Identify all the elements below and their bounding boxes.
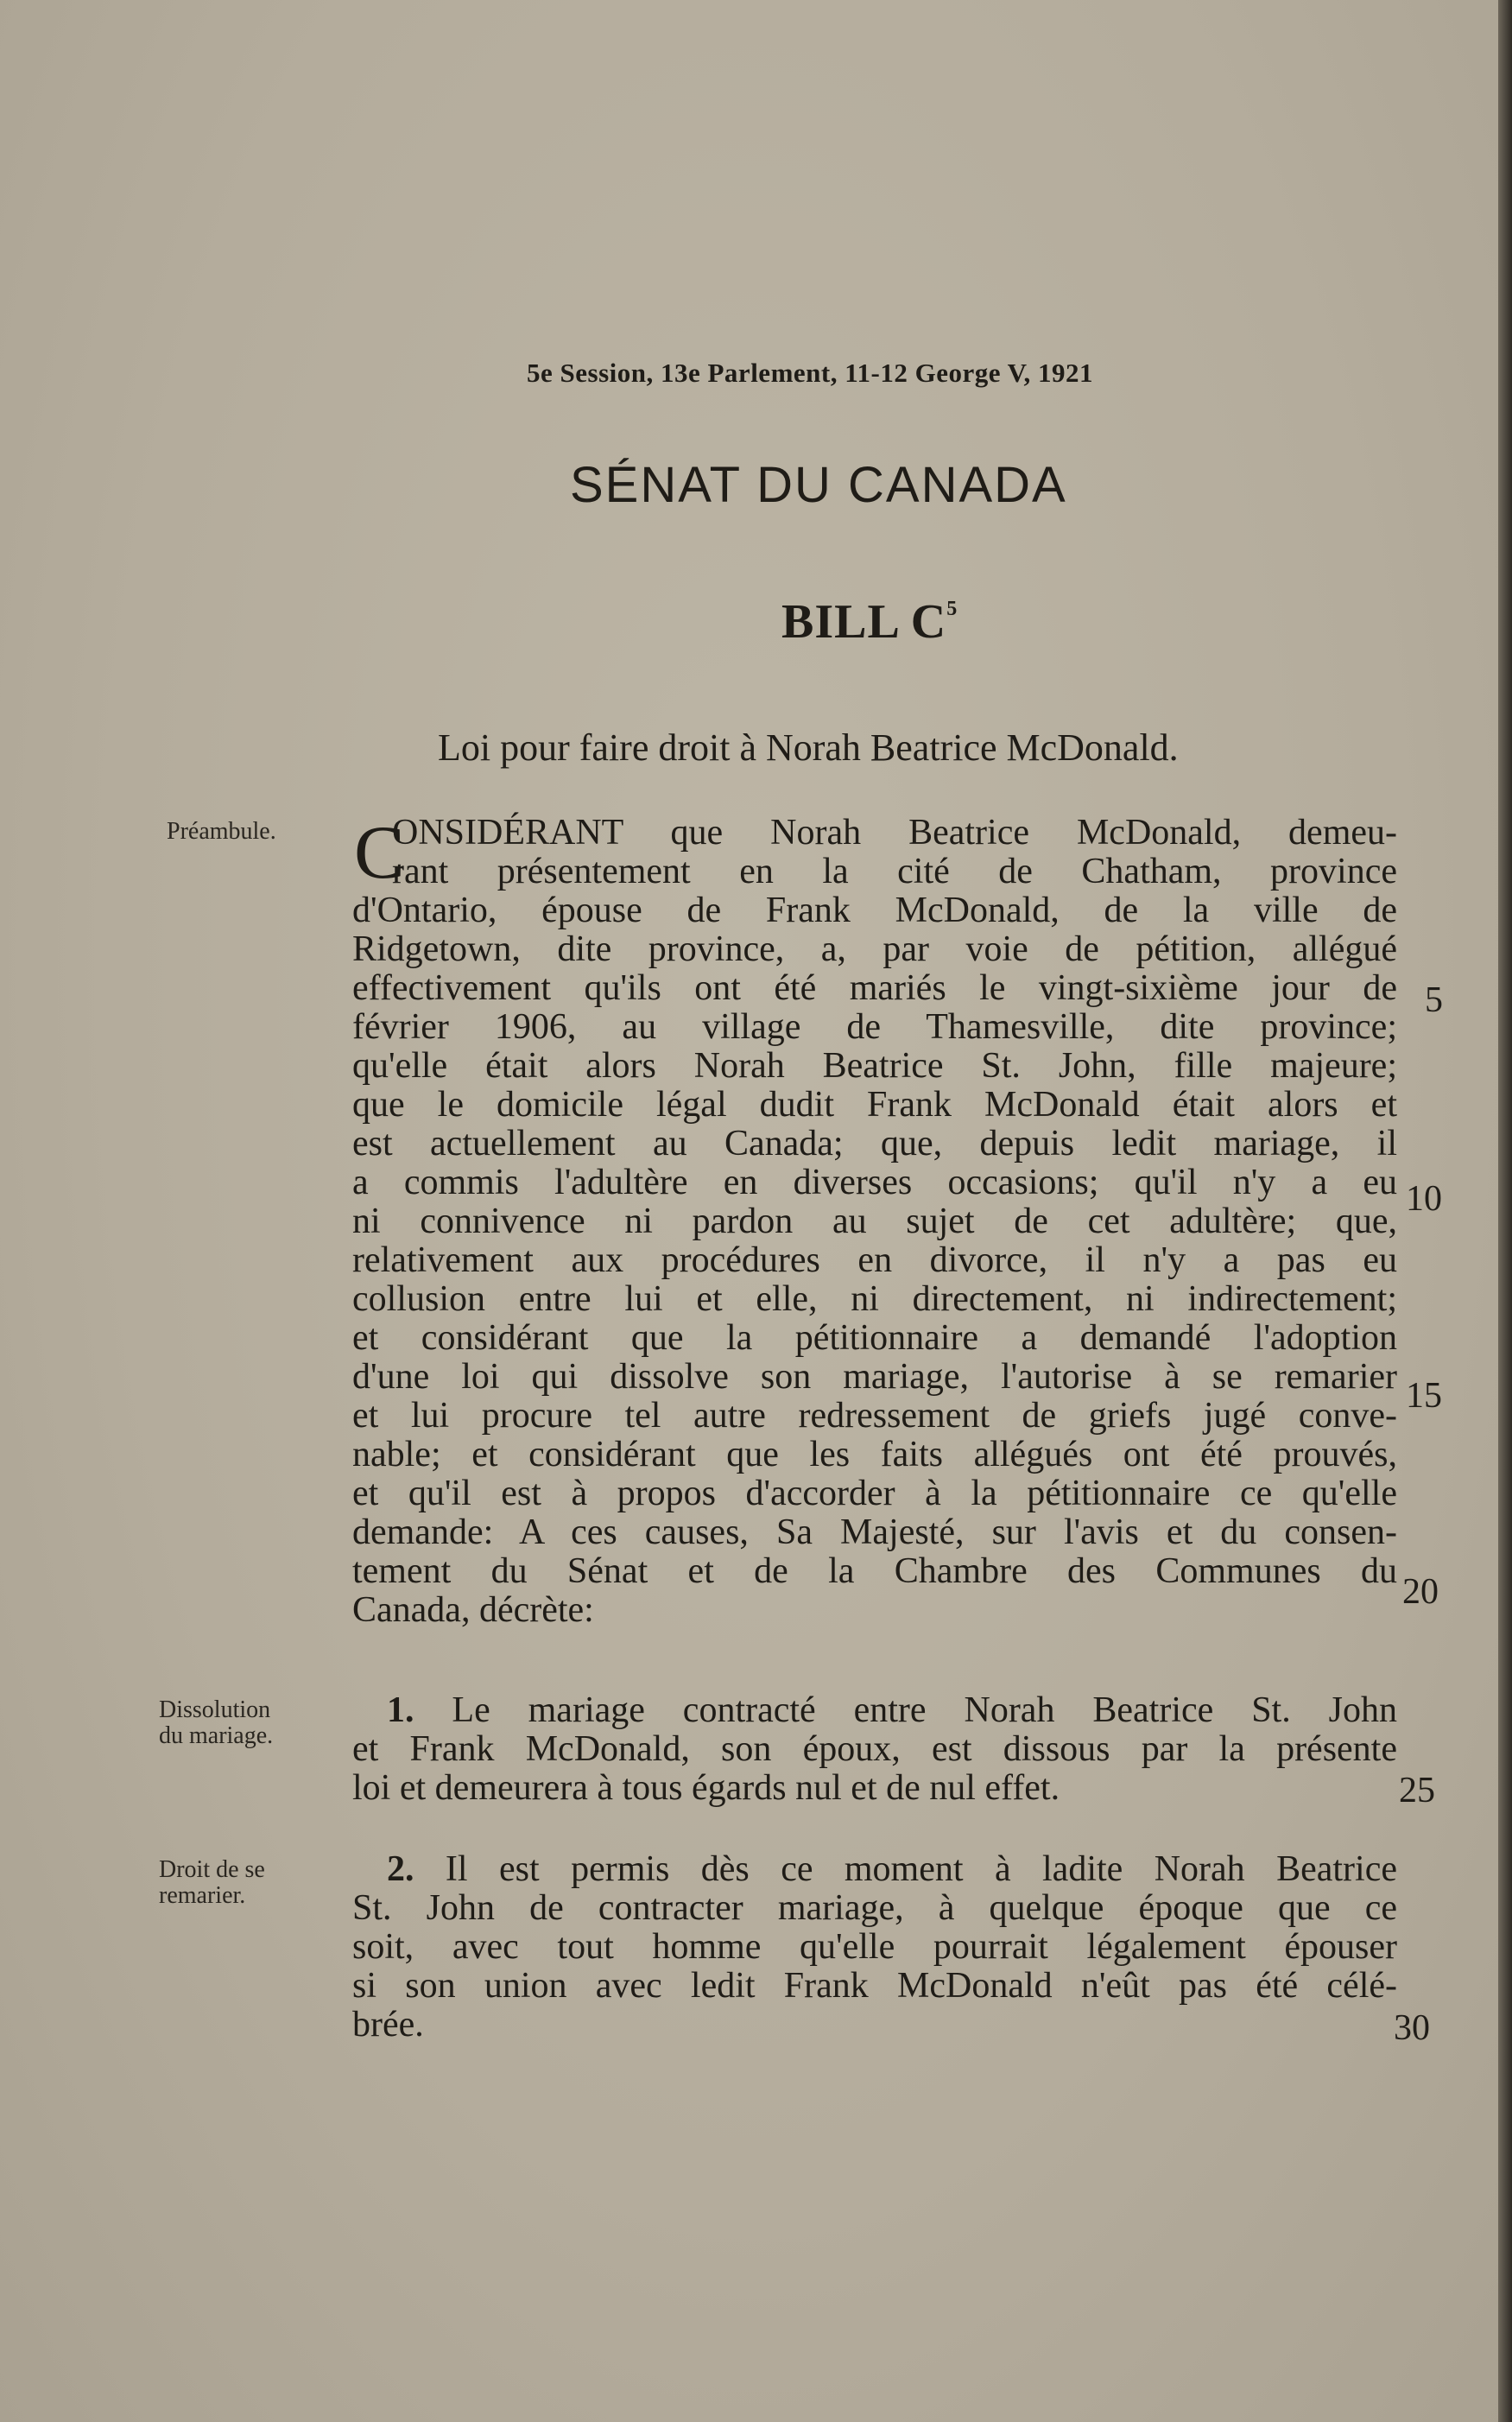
- preamble-line: et considérant que la pétitionnaire a demandé l'adoption: [352, 1318, 1397, 1358]
- section-1: [352, 1691, 1397, 1808]
- line-number: 30: [1394, 2008, 1430, 2048]
- preamble-line: ONSIDÉRANT que Norah Beatrice McDonald, demeu-: [392, 813, 1397, 853]
- preamble-line: demande: A ces causes, Sa Majesté, sur l'avis et du consen-: [352, 1512, 1397, 1552]
- margin-note-dissolution-1: Dissolution: [159, 1696, 271, 1723]
- preamble-line: que le domicile légal dudit Frank McDonald était alors et: [352, 1085, 1397, 1125]
- line-number: 15: [1406, 1376, 1442, 1416]
- section-2-number: 2.: [387, 1849, 414, 1889]
- preamble-line: relativement aux procédures en divorce, il n'y a pas eu: [352, 1240, 1397, 1280]
- preamble-line: rant présentement en la cité de Chatham, province: [392, 852, 1397, 891]
- bill-subtitle: Loi pour faire droit à Norah Beatrice McDonald.: [438, 726, 1179, 769]
- margin-note-remarry-1: Droit de se: [159, 1856, 265, 1883]
- section-2-line-text: Il est permis dès ce moment à ladite Norah Beatrice: [445, 1849, 1397, 1889]
- page-edge: [1498, 0, 1512, 2422]
- preamble-line: Ridgetown, dite province, a, par voie de pétition, allégué: [352, 929, 1397, 969]
- preamble-line: d'Ontario, épouse de Frank McDonald, de la ville de: [352, 891, 1397, 930]
- section-1-line: et Frank McDonald, son époux, est dissous par la présente: [352, 1729, 1397, 1769]
- section-2-line: soit, avec tout homme qu'elle pourrait légalement épouser: [352, 1927, 1397, 1967]
- preamble-line: collusion entre lui et elle, ni directement, ni indirectement;: [352, 1279, 1397, 1319]
- section-2-line: St. John de contracter mariage, à quelque époque que ce: [352, 1888, 1397, 1928]
- section-1-line: [352, 1691, 1397, 1730]
- bill-label: BILL C: [781, 595, 947, 649]
- line-number: 20: [1402, 1572, 1439, 1612]
- section-2: [352, 1850, 1397, 2045]
- section-1-line-text: Le mariage contracté entre Norah Beatrice St. John: [452, 1690, 1397, 1730]
- line-number: 5: [1425, 980, 1443, 1020]
- section-2-line: brée.: [352, 2005, 424, 2045]
- preamble-line: et qu'il est à propos d'accorder à la pétitionnaire ce qu'elle: [352, 1474, 1397, 1513]
- preamble-line: Canada, décrète:: [352, 1590, 594, 1630]
- preamble-text: [352, 811, 1397, 1630]
- section-1-line: loi et demeurera à tous égards nul et de nul effet.: [352, 1768, 1060, 1808]
- margin-note-dissolution-2: du mariage.: [159, 1722, 274, 1749]
- preamble-line: d'une loi qui dissolve son mariage, l'autorise à se remarier: [352, 1357, 1397, 1397]
- section-1-number: 1.: [387, 1690, 414, 1730]
- preamble-line: nable; et considérant que les faits allégués ont été prouvés,: [352, 1435, 1397, 1474]
- senate-title: SÉNAT DU CANADA: [570, 457, 1067, 513]
- preamble-line: a commis l'adultère en diverses occasions; qu'il n'y a eu: [352, 1163, 1397, 1202]
- preamble-line: ni connivence ni pardon au sujet de cet adultère; que,: [352, 1201, 1397, 1241]
- session-line: 5e Session, 13e Parlement, 11-12 George V, 1921: [527, 358, 1094, 388]
- bill-title: [781, 594, 958, 650]
- line-number: 10: [1406, 1179, 1442, 1219]
- margin-note-remarry-2: remarier.: [159, 1882, 246, 1909]
- preamble-dropcap: C: [354, 811, 405, 895]
- preamble-line: est actuellement au Canada; que, depuis ledit mariage, il: [352, 1124, 1397, 1163]
- section-2-line: si son union avec ledit Frank McDonald n'eût pas été célé-: [352, 1966, 1397, 2006]
- bill-superscript: 5: [946, 598, 958, 620]
- preamble-line: qu'elle était alors Norah Beatrice St. John, fille majeure;: [352, 1046, 1397, 1086]
- preamble-line: février 1906, au village de Thamesville, dite province;: [352, 1007, 1397, 1047]
- preamble-line: effectivement qu'ils ont été mariés le vingt-sixième jour de: [352, 968, 1397, 1008]
- line-number: 25: [1399, 1771, 1435, 1810]
- section-2-line: [352, 1850, 1397, 1889]
- margin-note-preamble: Préambule.: [167, 818, 276, 845]
- preamble-line: tement du Sénat et de la Chambre des Communes du: [352, 1551, 1397, 1591]
- preamble-line: et lui procure tel autre redressement de griefs jugé conve-: [352, 1396, 1397, 1436]
